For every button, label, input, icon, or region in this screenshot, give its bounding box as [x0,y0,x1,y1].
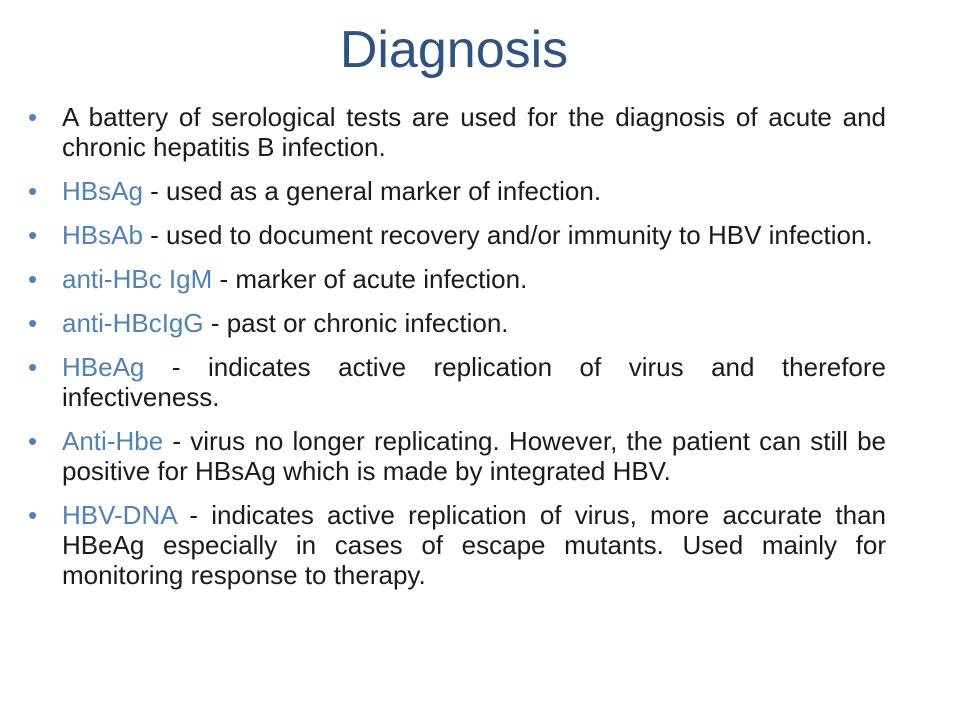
bullet-text: - used as a general marker of infection. [142,176,602,206]
bullet-term: anti-HBcIgG [62,308,204,338]
bullet-text: - marker of acute infection. [212,264,528,294]
bullet-item [28,308,886,338]
bullet-item [28,220,886,250]
bullet-dot: • [28,220,38,250]
bullet-dot: • [28,264,38,294]
bullet-list [28,102,886,604]
slide-title: Diagnosis [339,21,569,79]
bullet-term: HBsAb [62,220,143,250]
bullet-item [28,352,886,412]
bullet-term: HBV-DNA [62,500,177,530]
bullet-term: anti-HBc IgM [62,264,213,294]
bullet-dot: • [28,308,38,338]
bullet-term: HBsAg [62,176,143,206]
bullet-text: - indicates active replication of virus and therefore infectiveness. [62,352,886,412]
bullet-text: A battery of serological tests are used for the diagnosis of acute and chronic hepatitis B infection. [62,102,886,162]
bullet-item [28,426,886,486]
bullet-item [28,102,886,162]
bullet-item [28,264,886,294]
bullet-term: Anti-Hbe [62,426,164,456]
bullet-dot: • [28,352,38,382]
bullet-dot: • [28,102,38,132]
bullet-dot: • [28,500,38,530]
bullet-item [28,176,886,206]
bullet-text: - past or chronic infection. [203,308,509,338]
bullet-term: HBeAg [62,352,145,382]
bullet-text: - virus no longer replicating. However, the patient can still be positive for HBsAg which is made by integrated HBV. [62,426,886,486]
bullet-dot: • [28,426,38,456]
bullet-dot: • [28,176,38,206]
bullet-item [28,500,886,590]
bullet-text: - indicates active replication of virus, more accurate than HBeAg especially in cases of escape mutants. Used mainly for monitoring response to therapy. [62,500,886,590]
bullet-text: - used to document recovery and/or immunity to HBV infection. [142,220,873,250]
